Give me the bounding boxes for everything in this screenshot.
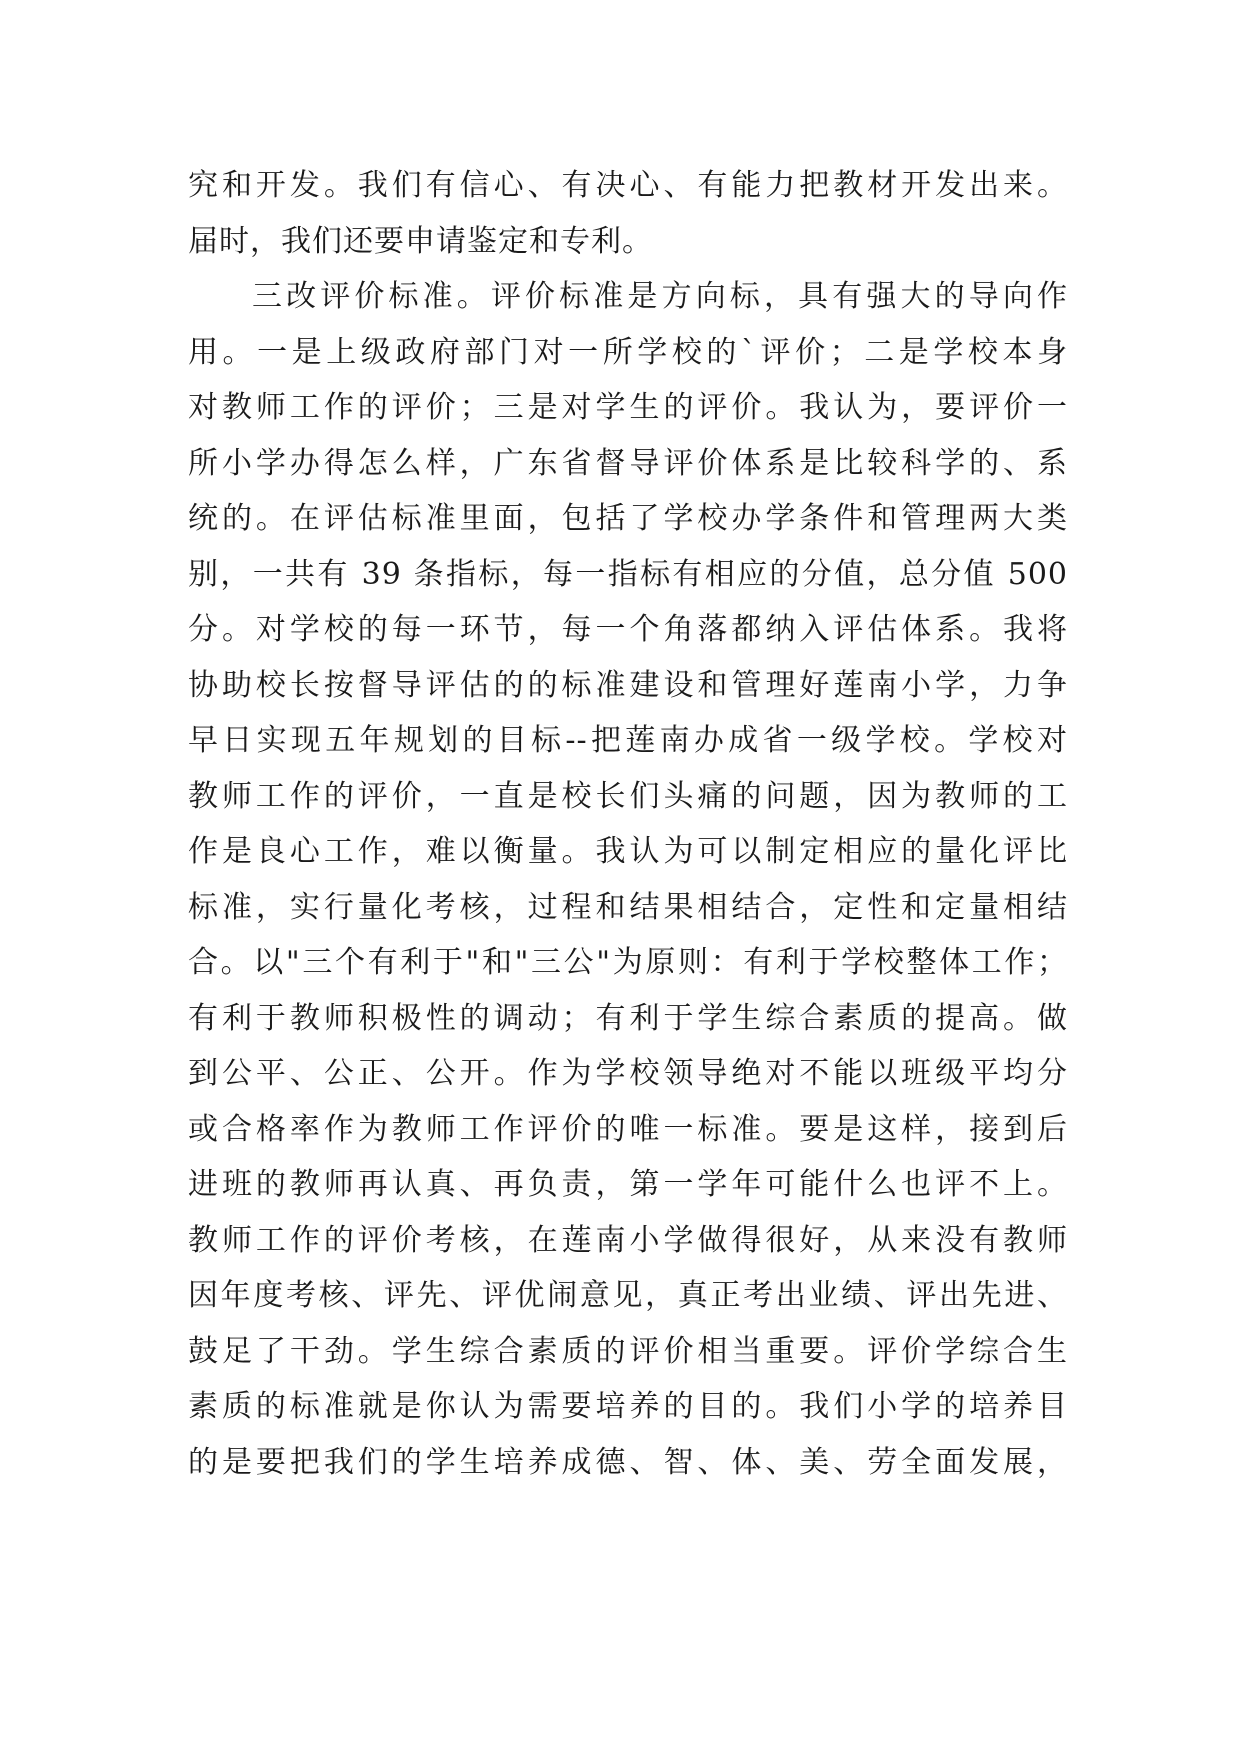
text-line: 别，一共有 39 条指标，每一指标有相应的分值，总分值 500 [188,556,1068,592]
paragraph-start-line: 三改评价标准。评价标准是方向标，具有强大的导向作 [252,279,1068,314]
text-line: 素质的标准就是你认为需要培养的目的。我们小学的培养目 [188,1389,1068,1424]
text-line: 所小学办得怎么样，广东省督导评价体系是比较科学的、系 [188,445,1068,481]
text-line: 对教师工作的评价；三是对学生的评价。我认为，要评价一 [188,390,1068,425]
body-text [188,158,1068,1490]
text-line: 究和开发。我们有信心、有决心、有能力把教材开发出来。 [188,168,1068,203]
text-line: 标准，实行量化考核，过程和结果相结合，定性和定量相结 [188,889,1068,925]
text-line: 协助校长按督导评估的的标准建设和管理好莲南小学，力争 [188,667,1068,703]
text-line: 或合格率作为教师工作评价的唯一标准。要是这样，接到后 [188,1111,1068,1147]
text-line: 鼓足了干劲。学生综合素质的评价相当重要。评价学综合生 [188,1333,1068,1369]
text-line: 教师工作的评价考核，在莲南小学做得很好，从来没有教师 [188,1222,1068,1258]
text-line: 届时，我们还要申请鉴定和专利。 [188,223,653,259]
text-line: 统的。在评估标准里面，包括了学校办学条件和管理两大类 [188,501,1068,536]
text-line: 用。一是上级政府部门对一所学校的`评价；二是学校本身 [188,334,1068,370]
text-line: 早日实现五年规划的目标--把莲南办成省一级学校。学校对 [188,723,1068,758]
text-line: 作是良心工作，难以衡量。我认为可以制定相应的量化评比 [188,834,1068,869]
text-line: 到公平、公正、公开。作为学校领导绝对不能以班级平均分 [188,1056,1068,1091]
text-line: 有利于教师积极性的调动；有利于学生综合素质的提高。做 [188,1000,1068,1036]
text-line: 进班的教师再认真、再负责，第一学年可能什么也评不上。 [188,1167,1068,1202]
text-line: 教师工作的评价，一直是校长们头痛的问题，因为教师的工 [188,778,1068,814]
text-line: 因年度考核、评先、评优闹意见，真正考出业绩、评出先进、 [188,1278,1068,1313]
text-line: 的是要把我们的学生培养成德、智、体、美、劳全面发展， [188,1444,1068,1480]
text-line: 合。以"三个有利于"和"三公"为原则：有利于学校整体工作； [188,945,1068,980]
text-line: 分。对学校的每一环节，每一个角落都纳入评估体系。我将 [188,612,1068,647]
